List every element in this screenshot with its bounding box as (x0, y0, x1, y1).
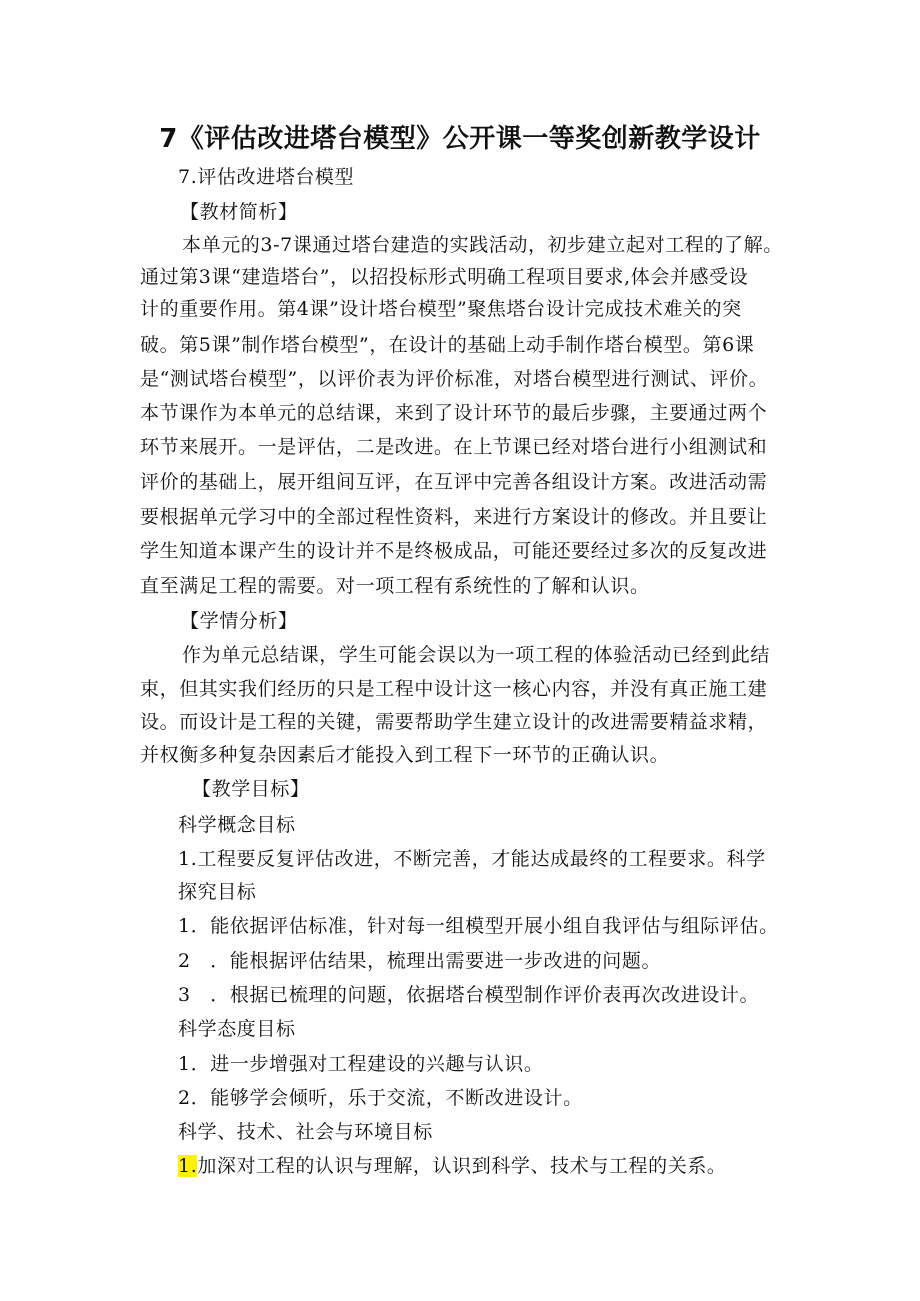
goal-category: 探究目标 (178, 881, 257, 903)
goal-category: 科学态度目标 (178, 1018, 296, 1040)
goal-item: 1．能依据评估标准，针对每一组模型开展小组自我评估与组际评估。 (178, 915, 779, 937)
goal-item: 2 ．能根据评估结果，梳理出需要进一步改进的问题。 (178, 950, 662, 972)
paragraph-line: 本节课作为本单元的总结课，来到了设计环节的最后步骤，主要通过两个 (140, 402, 768, 424)
paragraph-line: 环节来展开。一是评估，二是改进。在上节课已经对塔台进行小组测试和 (140, 436, 768, 458)
goal-item: 1．进一步增强对工程建设的兴趣与认识。 (178, 1053, 544, 1075)
heading-teaching-goals: 【教学目标】 (192, 778, 310, 800)
paragraph-line: 要根据单元学习中的全部过程性资料，来进行方案设计的修改。并且要让 (140, 506, 768, 528)
paragraph-line: 计的重要作用。第4课”设计塔台模型”聚焦塔台设计完成技术难关的突 (140, 298, 742, 320)
goal-category: 科学概念目标 (178, 814, 296, 836)
paragraph-line: 设。而设计是工程的关键，需要帮助学生建立设计的改进需要精益求精， (140, 711, 768, 733)
paragraph-line: 破。第5课”制作塔台模型”，在设计的基础上动手制作塔台模型。第6课 (140, 334, 755, 356)
goal-item: 3 ．根据已梳理的问题，依据塔台模型制作评价表再次改进设计。 (178, 984, 760, 1006)
highlight-marker: 1. (178, 1155, 198, 1177)
paragraph-line: 束，但其实我们经历的只是工程中设计这一核心内容，并没有真正施工建 (140, 678, 768, 700)
document-title: 7《评估改进塔台模型》公开课一等奖创新教学设计 (159, 124, 761, 154)
section-heading: 7.评估改进塔台模型 (178, 166, 355, 188)
goal-item: 1.工程要反复评估改进，不断完善，才能达成最终的工程要求。科学 (178, 848, 766, 870)
paragraph-line: 本单元的3-7课通过塔台建造的实践活动，初步建立起对工程的了解。 (182, 234, 783, 256)
goal-item (178, 1157, 727, 1176)
paragraph-line: 评价的基础上，展开组间互评，在互评中完善各组设计方案。改进活动需 (140, 471, 768, 493)
paragraph-line: 直至满足工程的需要。对一项工程有系统性的了解和认识。 (140, 575, 650, 597)
paragraph-line: 作为单元总结课，学生可能会误以为一项工程的体验活动已经到此结 (182, 644, 771, 666)
heading-textbook-analysis: 【教材简析】 (180, 201, 298, 223)
goal-item: 2．能够学会倾听，乐于交流，不断改进设计。 (178, 1087, 583, 1109)
paragraph-line: 并权衡多种复杂因素后才能投入到工程下一环节的正确认识。 (140, 744, 670, 766)
paragraph-line: 通过第3课“建造塔台”，以招投标形式明确工程项目要求,体会并感受设 (140, 266, 749, 288)
heading-student-analysis: 【学情分析】 (180, 610, 298, 632)
paragraph-line: 是“测试塔台模型”，以评价表为评价标准，对塔台模型进行测试、评价。 (140, 368, 769, 390)
paragraph-line: 学生知道本课产生的设计并不是终极成品，可能还要经过多次的反复改进 (140, 540, 768, 562)
goal-item-text: 加深对工程的认识与理解，认识到科学、技术与工程的关系。 (197, 1155, 727, 1177)
goal-category: 科学、技术、社会与环境目标 (178, 1121, 433, 1143)
